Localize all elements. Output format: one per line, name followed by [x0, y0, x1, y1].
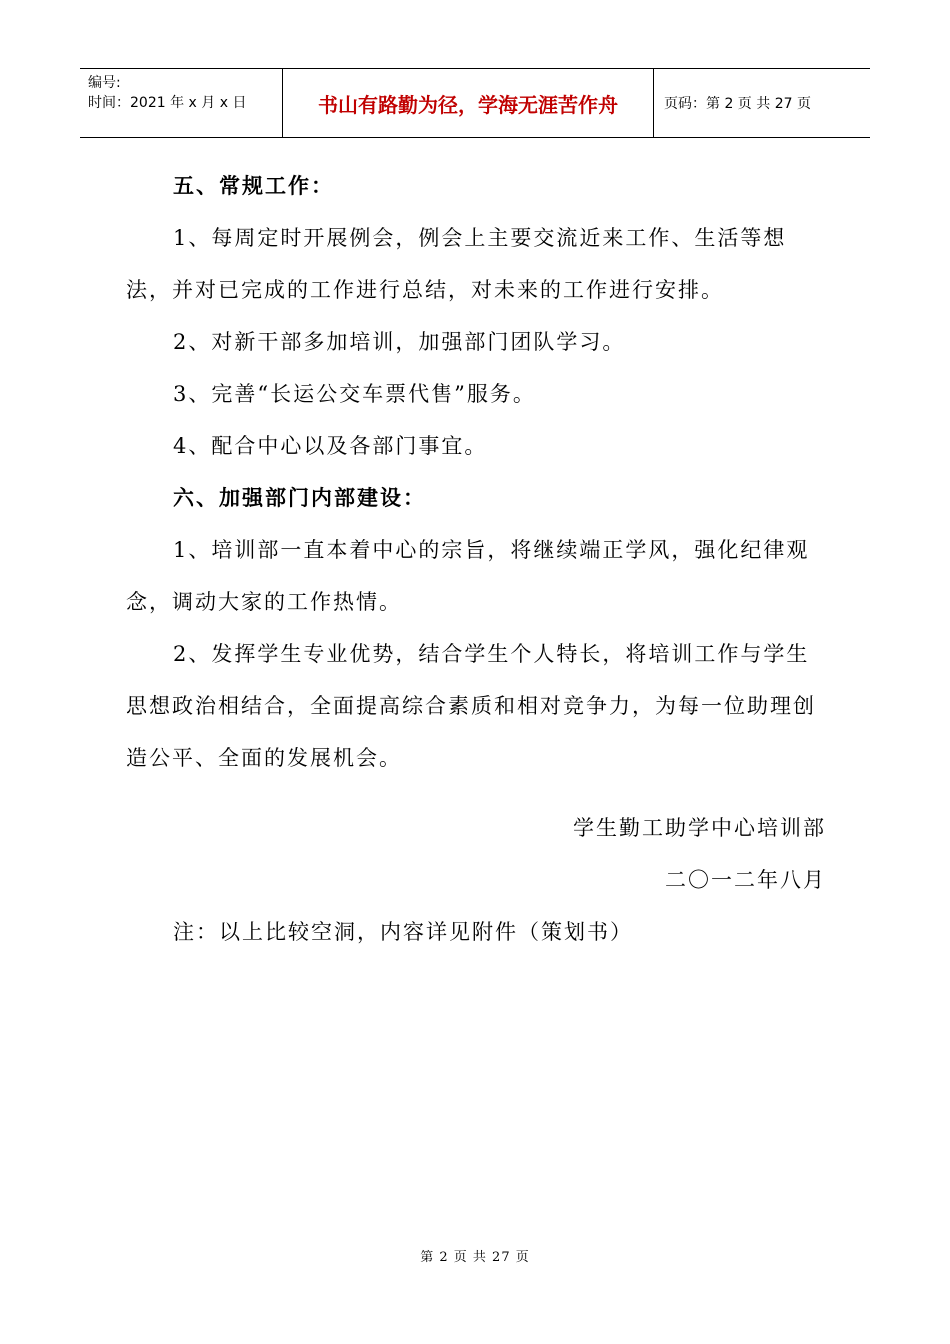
page-footer: 第 2 页 共 27 页 — [420, 1250, 530, 1265]
document-header — [80, 68, 870, 138]
section-heading-routine-work: 五、常规工作： — [173, 173, 334, 198]
attachment-note: 注：以上比较空洞，内容详见附件（策划书） — [173, 920, 633, 944]
header-page-info: 页码：第 2 页 共 27 页 — [664, 96, 811, 112]
paragraph: 1、培训部一直本着中心的宗旨，将继续端正学风，强化纪律观念，调动大家的工作热情。 — [126, 538, 810, 614]
paragraph: 4、配合中心以及各部门事宜。 — [173, 434, 488, 458]
signature-org: 学生勤工助学中心培训部 — [573, 816, 826, 840]
paragraph: 1、每周定时开展例会，例会上主要交流近来工作、生活等想法，并对已完成的工作进行总结，对未来的工作进行安排。 — [126, 226, 787, 302]
document-body — [126, 160, 826, 958]
header-motto: 书山有路勤为径，学海无涯苦作舟 — [318, 92, 618, 117]
section-heading-internal-building: 六、加强部门内部建设： — [173, 485, 426, 510]
paragraph: 3、完善“长运公交车票代售”服务。 — [173, 382, 536, 406]
header-page-cell — [654, 69, 870, 137]
document-number-label: 编号: — [88, 75, 121, 91]
paragraph: 2、对新干部多加培训，加强部门团队学习。 — [173, 330, 626, 354]
signature-date: 二〇一二年八月 — [665, 868, 826, 892]
header-meta — [80, 69, 282, 137]
paragraph: 2、发挥学生专业优势，结合学生个人特长，将培训工作与学生思想政治相结合，全面提高综合素质和相对竞争力，为每一位助理创造公平、全面的发展机会。 — [126, 642, 816, 770]
header-motto-cell — [282, 69, 654, 137]
document-time-label: 时间：2021 年 x 月 x 日 — [88, 95, 247, 111]
